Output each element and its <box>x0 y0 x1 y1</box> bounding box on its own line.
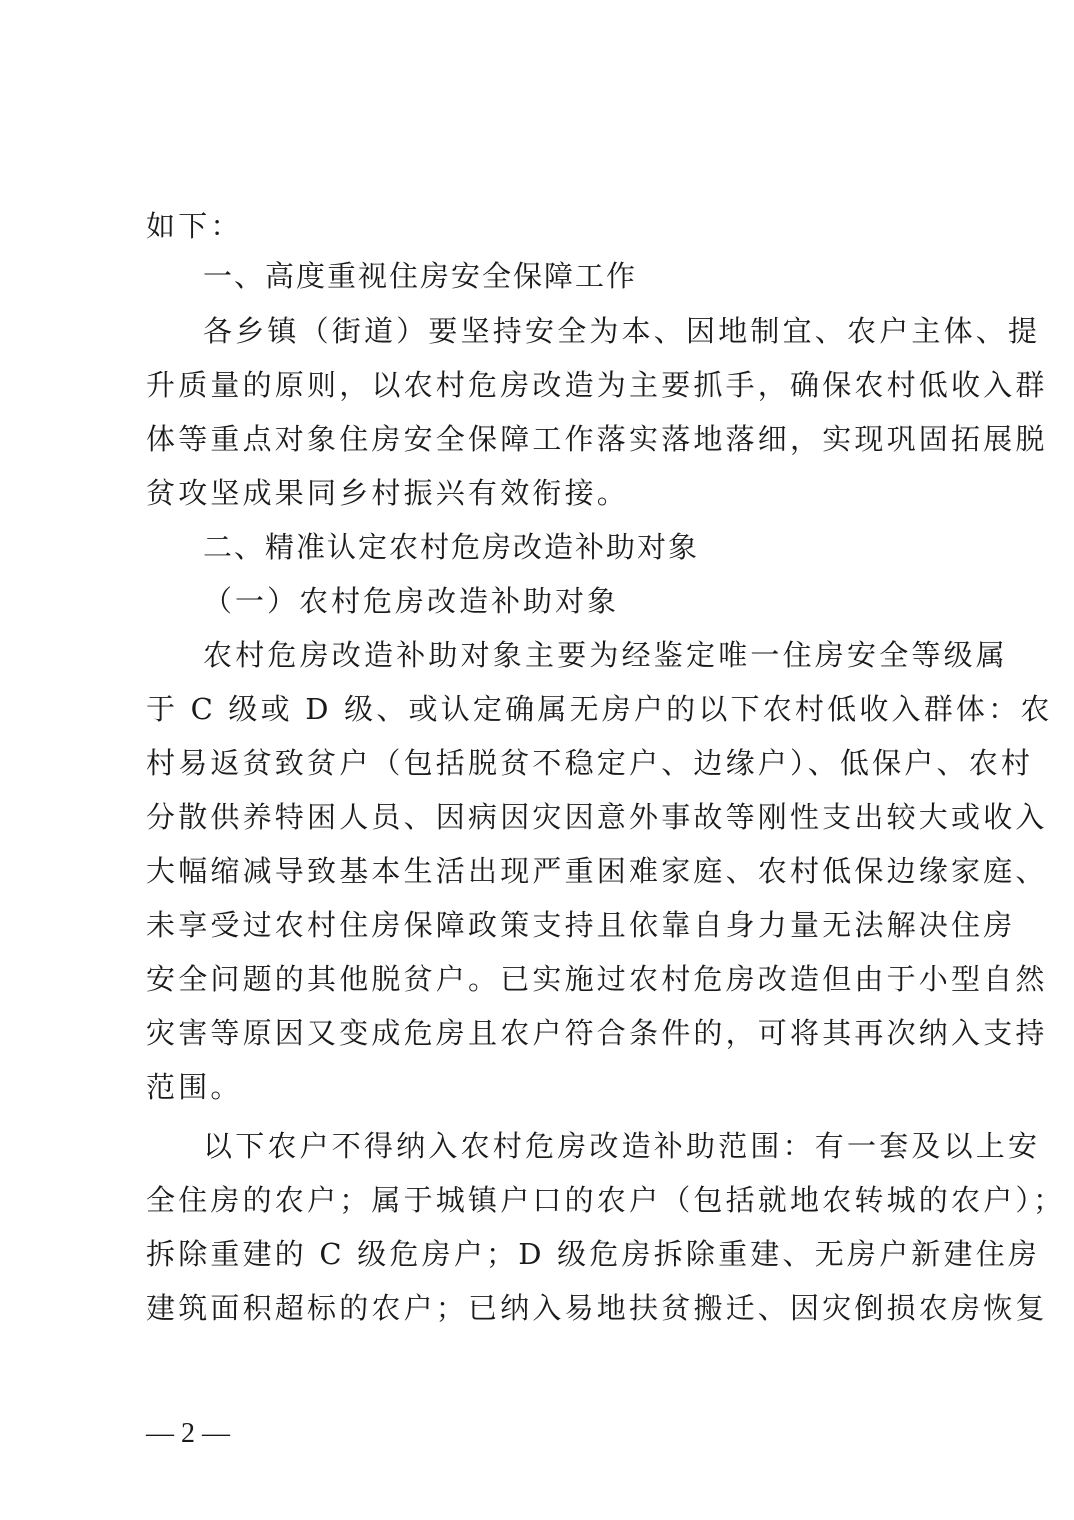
paragraph-line: 升质量的原则，以农村危房改造为主要抓手，确保农村低收入群 <box>146 368 1048 402</box>
paragraph-line: 未享受过农村住房保障政策支持且依靠自身力量无法解决住房 <box>146 908 1016 942</box>
section-heading-2: 二、精准认定农村危房改造补助对象 <box>203 530 700 564</box>
paragraph-line: 各乡镇（街道）要坚持安全为本、因地制宜、农户主体、提 <box>203 314 1041 348</box>
paragraph-line: 建筑面积超标的农户；已纳入易地扶贫搬迁、因灾倒损农房恢复 <box>146 1291 1048 1325</box>
paragraph-line: 安全问题的其他脱贫户。已实施过农村危房改造但由于小型自然 <box>146 962 1048 996</box>
paragraph-line: 村易返贫致贫户（包括脱贫不稳定户、边缘户）、低保户、农村 <box>146 746 1034 780</box>
subsection-heading: （一）农村危房改造补助对象 <box>203 584 620 618</box>
paragraph-line: 大幅缩减导致基本生活出现严重困难家庭、农村低保边缘家庭、 <box>146 854 1048 888</box>
paragraph-line: 于 C 级或 D 级、或认定确属无房户的以下农村低收入群体：农 <box>146 692 1053 726</box>
paragraph-line: 如下： <box>146 209 243 243</box>
paragraph-line: 贫攻坚成果同乡村振兴有效衔接。 <box>146 476 630 510</box>
paragraph-line: 农村危房改造补助对象主要为经鉴定唯一住房安全等级属 <box>203 638 1009 672</box>
paragraph-line: 全住房的农户；属于城镇户口的农户（包括就地农转城的农户）； <box>146 1183 1066 1217</box>
section-heading-1: 一、高度重视住房安全保障工作 <box>203 259 638 293</box>
paragraph-line: 范围。 <box>146 1070 243 1104</box>
paragraph-line: 拆除重建的 C 级危房户；D 级危房拆除重建、无房户新建住房 <box>146 1237 1041 1271</box>
page-number: — 2 — <box>146 1418 230 1449</box>
paragraph-line: 体等重点对象住房安全保障工作落实落地落细，实现巩固拓展脱 <box>146 422 1048 456</box>
paragraph-line: 灾害等原因又变成危房且农户符合条件的，可将其再次纳入支持 <box>146 1016 1048 1050</box>
paragraph-line: 分散供养特困人员、因病因灾因意外事故等刚性支出较大或收入 <box>146 800 1048 834</box>
paragraph-line: 以下农户不得纳入农村危房改造补助范围：有一套及以上安 <box>203 1129 1041 1163</box>
